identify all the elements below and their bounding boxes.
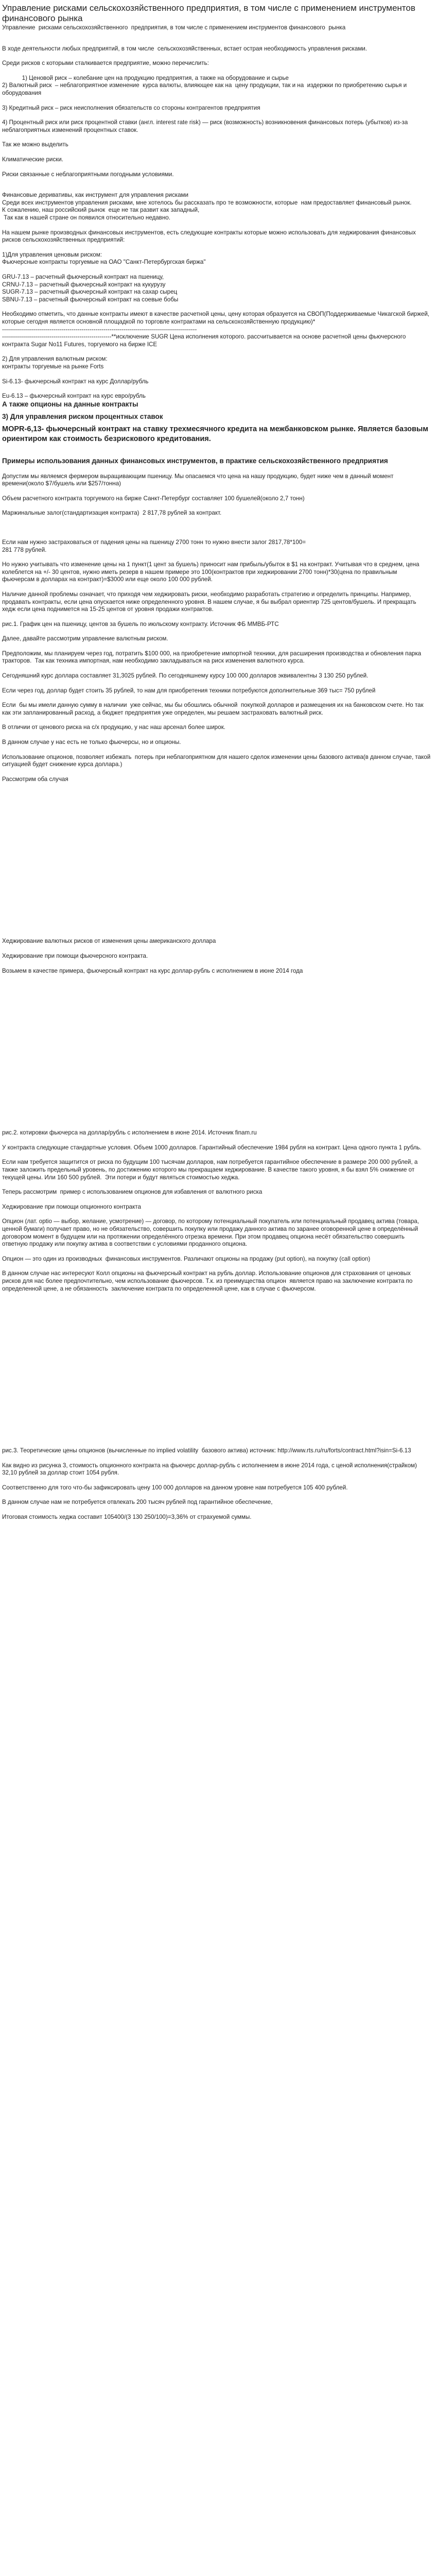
paragraph: Хеджирование валютных рисков от изменения цены американского доллара: [2, 938, 216, 945]
article-title: Управление рисками сельскохозяйственного предприятия, в том числе с применением инструментов финансового рынка: [2, 3, 415, 23]
risk-item-currency: 2) Валютный риск – неблагоприятное изменение курса валюты, влияющее как на цену продукции, так и на издержки по приобретению сырья и оборудования: [2, 82, 409, 97]
list-heading: 2) Для управления валютным риском:: [2, 355, 108, 363]
paragraph: Наличие данной проблемы означает, что приходя чем хеджировать риски, необходимо разработать стратегию и определить принципы. Например, продавать контракты, если цена опускается ниже определенного уровня. В нашем случае, я бы выбрал ориентир 725 центов/бушель. И прекращать хедж если цена поднимется на 15-25 центов от уровня продажи контрактов.: [2, 590, 418, 613]
paragraph: Но нужно учитывать что изменение цены на 1 пункт(1 цент за бушель) приносит нам прибыль/убыток в $1 на контракт. Учитывая что в среднем, цена колеблется на +/- 30 центов, нужно иметь резерв в нашем примере это 100(контрактов при хеджировании 2700 тонн)*30(цена по правильным фьючерсам в долларах на контракт)=$3000 или еще около 100 000 рублей.: [2, 561, 421, 583]
paragraph: Риски связанные с неблагоприятными погодными условиями.: [2, 171, 174, 178]
paragraph: Так же можно выделить: [2, 141, 68, 148]
paragraph: Среди рисков с которыми сталкивается предприятие, можно перечислить:: [2, 60, 209, 67]
contract-item: SBNU-7.13 – расчетный фьючерсный контракт на соевые бобы: [2, 296, 179, 303]
paragraph: контракты торгуемые на рынке Forts: [2, 363, 104, 370]
paragraph: В данном случае нам не потребуется отвлекать 200 тысяч рублей под гарантийное обеспечение,: [2, 1499, 273, 1506]
paragraph: В данном случае нас интересуют Колл опционы на фьючерсный контракт на рубль доллар. Использование опционов для страхования от ценовых рисков для нас более предпочтительно, чем использование фьючерсов. Т.к. из преимущества опцион является право на заключение контракта по определенной цене, а не обязанность заключение контракта по определенной цене, как в случае с фьючерсом.: [2, 1270, 414, 1292]
paragraph: Если нам нужно застраховаться от падения цены на пшеницу 2700 тонн то нужно внести залог 2817,78*100=: [2, 538, 306, 546]
paragraph: Допустим мы являемся фермером выращивающим пшеницу. Мы опасаемся что цена на нашу продукцию, будет ниже чем в данный момент времени(около $7/бушель или $257/тонна): [2, 472, 395, 487]
options-heading: А также опционы на данные контракты: [2, 400, 138, 408]
contract-item: Si-6.13- фьючерсный контракт на курс Доллар/рубль: [2, 378, 149, 385]
contract-item: CRNU-7.13 – расчетный фьючерсный контракт на кукурузу: [2, 281, 166, 288]
footnote: -------------------------------------------------------**исключение SUGR Цена исполнения которого. рассчитывается на основе расчетной цены фьючерсного контракта Sugar No11 Futures, торгуемого на бирже ICE: [2, 333, 408, 348]
paragraph: Если нам требуется защитится от риска по будущим 100 тысячам долларов, нам потребуется гарантийное обеспечение в размере 200 000 рублей, а также заложить предельный уровень, по достижению которого мы прекращаем хеджирование. В качестве такого уровня, я бы взял 5% снижение от текущей цены. Или 160 500 рублей. Эти потери и будут являться стоимостью хеджа.: [2, 1159, 420, 1181]
paragraph: Возьмем в качестве примера, фьючерсный контракт на курс доллар-рубль с исполнением в июне 2014 года: [2, 967, 303, 974]
figure-placeholder: [2, 1293, 431, 1447]
paragraph: В ходе деятельности любых предприятий, в том числе сельскохозяйственных, встает острая необходимость управления рисками.: [2, 45, 367, 52]
figure-caption: рис.3. Теоретические цены опционов (вычисленные по implied volatility базового актива) источник: http://www.rts.ru/ru/forts/contract.html?isin=Si-6.13: [2, 1447, 411, 1454]
paragraph: Среди всех инструментов управления рисками, мне хотелось бы рассказать про те возможности, которые нам предоставляет финансовый рынок.: [2, 199, 412, 206]
paragraph: Итоговая стоимость хеджа составит 105400/(3 130 250/100)=3,36% от страхуемой суммы.: [2, 1514, 252, 1521]
paragraph: У контракта следующие стандартные условия. Объем 1000 долларов. Гарантийный обеспечение 1984 рубля на контракт. Цена одного пункта 1 рубль.: [2, 1144, 422, 1151]
paragraph: Хеджирование при помощи опционного контракта: [2, 1203, 141, 1210]
paragraph: В отличии от ценового риска на с/х продукцию, у нас наш арсенал более широк.: [2, 724, 225, 731]
divider-line: --------------------------------------------------------------------------------------------------: [2, 326, 197, 333]
paragraph: Предположим, мы планируем через год, потратить $100 000, на приобретение импортной техники, для расширения производства и обновления парка тракторов. Так как техника импортная, нам необходимо закладываться на риск изменения валютного курса.: [2, 650, 423, 665]
risk-item-interest: 4) Процентный риск или риск процентной ставки (англ. interest rate risk) — риск (возможность) возникновения финансовых потерь (убытков) из-за неблагоприятных изменений процентных ставок.: [2, 119, 410, 133]
paragraph: В данном случае у нас есть не только фьючерсы, но и опционы.: [2, 739, 181, 746]
contract-item: Eu-6.13 – фьючерсный контракт на курс евро/рубль: [2, 393, 146, 400]
rate-heading: 3) Для управления риском процентных ставок: [2, 412, 163, 420]
figure-placeholder: [2, 783, 431, 938]
paragraph: 281 778 рублей.: [2, 546, 47, 553]
examples-heading: Примеры использования данных финансовых инструментов, в практике сельскохозяйственного предприятия: [2, 456, 388, 465]
figure-caption: рис.2. котировки фьючерса на доллар/рубль с исполнением в июне 2014. Источник finam.ru: [2, 1129, 257, 1137]
contract-item: SUGR-7.13 – расчетный фьючерсный контракт на сахар сырец: [2, 289, 178, 296]
paragraph: Объем расчетного контракта торгуемого на бирже Санкт-Петербург составляет 100 бушелей(около 2,7 тонн): [2, 495, 305, 502]
paragraph: Климатические риски.: [2, 156, 63, 163]
paragraph: Как видно из рисунка 3, стоимость опционного контракта на фьючерс доллар-рубль с исполнением в июне 2014 года, с ценой исполнения(страйком) 32,10 рублей за доллар стоит 1054 рубля.: [2, 1462, 419, 1477]
paragraph: Использование опционов, позволяет избежать потерь при неблагоприятном для нашего сделок изменении цены базового актива(в данном случае, такой ситуацией будет снижение курса доллара.): [2, 753, 432, 768]
paragraph: Фьючерсные контракты торгуемые на ОАО "Санкт-Петербургская биржа": [2, 259, 206, 266]
paragraph: Маржинальные залог(стандартизация контракта) 2 817,78 рублей за контракт.: [2, 510, 222, 517]
paragraph: Сегодняшний курс доллара составляет 31,3025 рублей. По сегодняшнему курсу 100 000 долларов эквивалентны 3 130 250 рублей.: [2, 672, 369, 680]
paragraph: Хеджирование при помощи фьючерсного контракта.: [2, 953, 148, 959]
figure-placeholder: [2, 975, 431, 1129]
risk-item-credit: 3) Кредитный риск – риск неисполнения обязательств со стороны контрагентов предприятия: [2, 104, 260, 111]
paragraph: Далее, давайте рассмотрим управление валютным риском.: [2, 635, 168, 642]
paragraph: Соответственно для того что-бы зафиксировать цену 100 000 долларов на данном уровне нам потребуется 105 400 рублей.: [2, 1484, 348, 1491]
contract-item: GRU-7.13 – расчетный фьючерсный контракт на пшеницу,: [2, 273, 164, 280]
paragraph: Необходимо отметить, что данные контракты имеют в качестве расчетной цены, цену которая образуется на СВОП(Поддерживаемые Чикагской биржей, которые сегодня является основной площадкой по торговле контрактами на сельскохозяйственную продукцию)*: [2, 311, 431, 325]
intro-paragraph: Управление рисками сельскохозяйственного предприятия, в том числе с применением инструментов финансового рынка: [2, 24, 346, 31]
paragraph: Опцион (лат. optio — выбор, желание, усмотрение) — договор, по которому потенциальный покупатель или потенциальный продавец актива (товара, ценной бумаги) получает право, но не обязательство, совершить покупку или продажу данного актива по заранее оговоренной цене в определённый договором момент в будущем или на протяжении определённого отрезка времени. При этом продавец опциона несёт обязательство совершить ответную продажу или покупку актива в соответствии с условиями проданного опциона.: [2, 1218, 421, 1248]
paragraph: Теперь рассмотрим пример с использованием опционов для избавления от валютного риска: [2, 1189, 263, 1196]
paragraph: Если через год, доллар будет стоить 35 рублей, то нам для приобретения техники потребуются дополнительные 369 тыс= 750 рублей: [2, 687, 376, 694]
list-heading: 1)Для управления ценовым риском:: [2, 251, 102, 258]
mosprime-heading: MOPR-6,13- фьючерсный контракт на ставку трехмесячного кредита на межбанковском рынке. Является базовым ориентиром как стоимость безрискового кредитования.: [2, 425, 431, 443]
paragraph: На нашем рынке производных финансовых инструментов, есть следующие контракты которые можно использовать для хеджирования финансовых рисков сельскохозяйственных предприятий:: [2, 229, 417, 244]
paragraph: Рассмотрим оба случая: [2, 775, 68, 783]
paragraph: К сожалению, наш российский рынок еще не так развит как западный,: [2, 207, 200, 214]
figure-caption: рис.1. График цен на пшеницу, центов за бушель по июльскому контракту. Источник ФБ ММВБ-РТС: [2, 620, 279, 628]
paragraph: Если бы мы имели данную сумму в наличии уже сейчас, мы бы обошлись обычной покупкой долларов и размещения их на банковском счете. Но так как эти запланированный расход, а бюджет предприятия уже определен, мы решаем застраховать валютный риск.: [2, 702, 425, 716]
paragraph: Опцион — это один из производных финансовых инструментов. Различают опционы на продажу (put option), на покупку (call option): [2, 1255, 371, 1262]
risk-item-price: 1) Ценовой риск – колебание цен на продукцию предприятия, а также на оборудование и сырье: [2, 74, 289, 81]
paragraph: Так как в нашей стране он появился относительно недавно.: [2, 214, 170, 221]
section-heading: Финансовые деривативы, как инструмент для управления рисками: [2, 192, 188, 199]
